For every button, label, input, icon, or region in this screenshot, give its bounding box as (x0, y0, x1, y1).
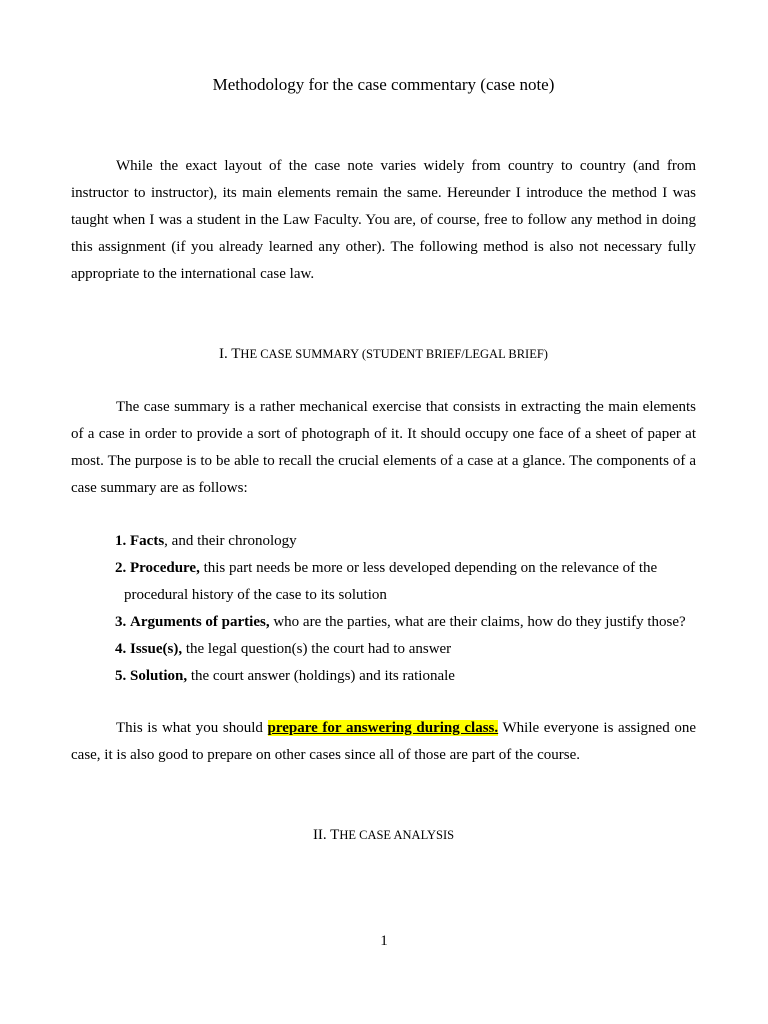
item-continuation: procedural history of the case to its solution (124, 587, 387, 603)
closing-text-before: This is what you should (116, 720, 268, 736)
item-term: Issue(s), (130, 641, 183, 657)
item-number: 4. (115, 641, 127, 657)
item-text: the court answer (holdings) and its rationale (187, 668, 455, 684)
item-text: this part needs be more or less developed depending on the relevance of the (199, 560, 658, 576)
section-numeral: II. T (312, 827, 340, 843)
intro-paragraph: While the exact layout of the case note varies widely from country to country (and from instructor to instructor), its main elements remain the same. Hereunder I introduce the method I was taught when I was a student in the Law Faculty. You are, of course, free to follow any method in doing this assignment (if you already learned any other). The following method is also not necessary fully appropriate to the international case law. (71, 158, 696, 282)
item-term: Procedure, (130, 560, 200, 576)
list-item (115, 528, 695, 555)
section-title: HE CASE SUMMARY (STUDENT BRIEF/LEGAL BRIEF) (240, 347, 548, 361)
list-item (115, 663, 695, 690)
components-list (115, 528, 695, 690)
item-number: 1. (115, 533, 127, 549)
document-title: Methodology for the case commentary (case note) (212, 75, 555, 94)
highlighted-instruction: prepare for answering during class. (267, 720, 499, 736)
closing-text-after: While everyone is assigned one case, it is also good to prepare on other cases since all of those are part of the course. (71, 720, 696, 763)
list-item (115, 609, 695, 636)
item-term: Solution, (130, 668, 188, 684)
item-term: Arguments of parties, (130, 614, 270, 630)
item-text: the legal question(s) the court had to answer (182, 641, 452, 657)
section-heading-case-summary (71, 341, 696, 368)
list-item (115, 636, 695, 663)
page-number: 1 (380, 933, 388, 949)
section-heading-case-analysis (71, 822, 696, 849)
item-number: 3. (115, 614, 127, 630)
list-item (115, 555, 695, 609)
section-numeral: I. T (219, 346, 241, 362)
closing-paragraph (71, 715, 696, 769)
section-title: HE CASE ANALYSIS (339, 828, 455, 842)
item-text: who are the parties, what are their claims, how do they justify those? (269, 614, 686, 630)
item-number: 2. (115, 560, 127, 576)
case-summary-paragraph: The case summary is a rather mechanical exercise that consists in extracting the main elements of a case in order to provide a sort of photograph of it. It should occupy one face of a sheet of paper at most. The purpose is to be able to recall the crucial elements of a case at a glance. The components of a case summary are as follows: (71, 399, 696, 496)
item-number: 5. (115, 668, 127, 684)
item-term: Facts (130, 533, 165, 549)
item-text: , and their chronology (164, 533, 297, 549)
